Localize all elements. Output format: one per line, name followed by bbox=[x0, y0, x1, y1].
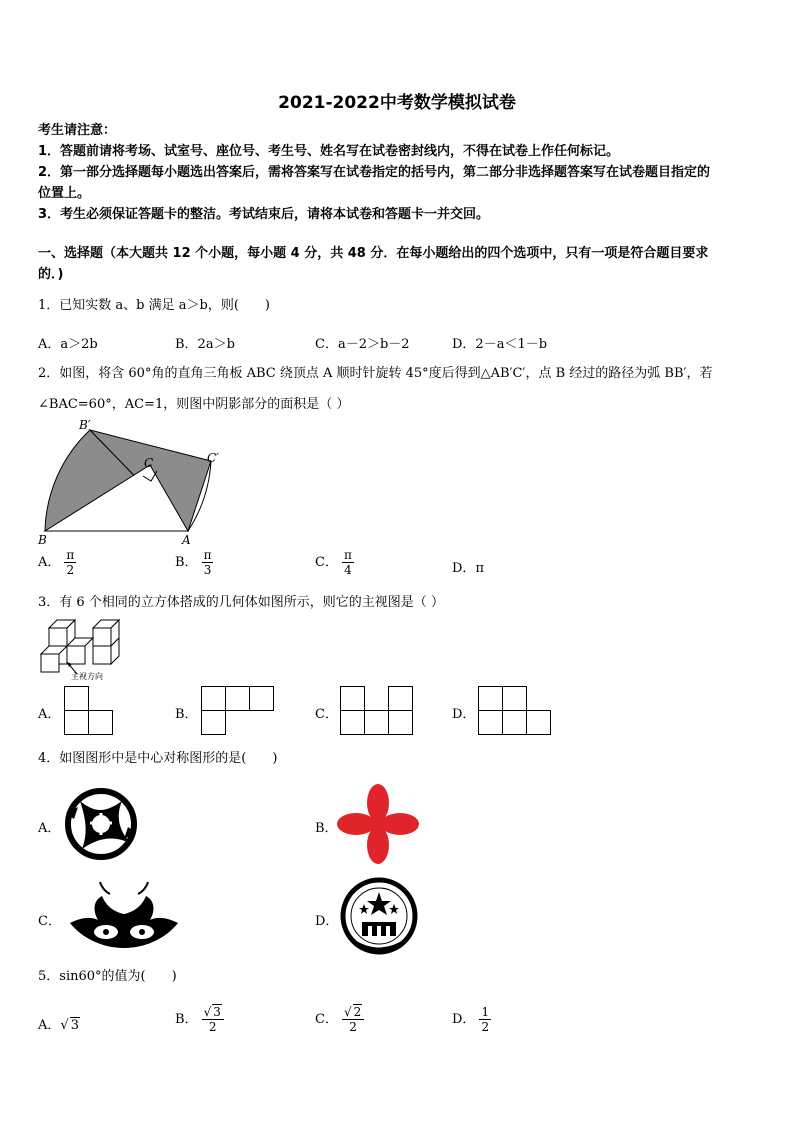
option-label: A． bbox=[38, 1018, 61, 1033]
q2-stem-line1: 2．如图，将含 60°角的直角三角板 ABC 绕顶点 A 顺时针旋转 45°度后得到△AB′C′，点 B 经过的路径为弧 BB′，若 bbox=[38, 366, 713, 381]
option-label: C． bbox=[315, 555, 338, 570]
q5-stem: 5．sin60°的值为( ) bbox=[38, 969, 177, 984]
star-icon bbox=[389, 904, 399, 914]
q3-option-c-label[interactable]: C． bbox=[315, 707, 338, 722]
q4-option-a-figure[interactable] bbox=[60, 783, 142, 865]
notice-heading: 考生请注意： bbox=[38, 123, 117, 138]
sqrt-icon: √ 2 bbox=[343, 1005, 362, 1019]
q3-direction-label: 主视方向 bbox=[71, 672, 103, 681]
q2-stem-line2: ∠BAC=60°，AC=1，则图中阴影部分的面积是（ ） bbox=[38, 397, 350, 412]
q2-option-d[interactable] bbox=[452, 557, 484, 576]
cube-face bbox=[67, 646, 85, 664]
q3-option-d-label[interactable]: D． bbox=[452, 707, 476, 722]
q4-option-b-figure[interactable] bbox=[336, 783, 420, 865]
q1-option-d[interactable]: D．2－a＜1－b bbox=[452, 337, 548, 352]
q4-option-b-label[interactable]: B． bbox=[315, 821, 338, 836]
section-line: 的．) bbox=[38, 267, 64, 282]
radicand: 2 bbox=[353, 1005, 362, 1019]
q5-option-c[interactable] bbox=[315, 1005, 364, 1034]
q4-option-c-figure[interactable] bbox=[62, 878, 187, 956]
fraction-denominator: 3 bbox=[203, 563, 212, 577]
option-label: C． bbox=[315, 1012, 338, 1027]
q4-option-a-label[interactable]: A． bbox=[38, 821, 61, 836]
option-label: A． bbox=[38, 555, 61, 570]
cube-face bbox=[93, 646, 111, 664]
cube-face bbox=[49, 628, 67, 646]
fraction-denominator: 2 bbox=[481, 1020, 490, 1034]
q2-label-c: C bbox=[144, 456, 154, 470]
q2-option-c[interactable] bbox=[315, 548, 354, 577]
q1-stem: 1．已知实数 a、b 满足 a＞b，则( ) bbox=[38, 298, 270, 313]
q5-option-b[interactable] bbox=[175, 1005, 224, 1034]
fraction-numerator: π bbox=[343, 548, 352, 562]
q2-label-b-prime: B′ bbox=[79, 418, 91, 432]
q3-solid-figure bbox=[37, 616, 122, 682]
section-header bbox=[38, 243, 758, 285]
q4-option-c-label[interactable]: C． bbox=[38, 914, 61, 929]
option-label: B． bbox=[175, 555, 198, 570]
section-line: 一、选择题（本大题共 12 个小题，每小题 4 分，共 48 分．在每小题给出的四个选项中，只有一项是符合题目要求 bbox=[38, 246, 709, 261]
q3-stem: 3．有 6 个相同的立方体搭成的几何体如图所示，则它的主视图是（ ） bbox=[38, 595, 444, 610]
radicand: 3 bbox=[70, 1018, 79, 1033]
q2-label-a: A bbox=[182, 533, 191, 546]
q5-option-d[interactable] bbox=[452, 1005, 491, 1034]
q1-option-c[interactable]: C．a－2＞b－2 bbox=[315, 337, 410, 352]
notice-line: 3．考生必须保证答题卡的整洁。考试结束后，请将本试卷和答题卡一并交回。 bbox=[38, 207, 490, 222]
fraction-denominator: 4 bbox=[344, 563, 352, 577]
notice-line: 位置上。 bbox=[38, 186, 91, 201]
fraction-numerator: π bbox=[203, 548, 212, 562]
notice-line: 2．第一部分选择题每小题选出答案后，需将答案写在试卷指定的括号内，第二部分非选择题答案写在试卷题目指定的 bbox=[38, 165, 711, 180]
sqrt-icon: √ 3 bbox=[203, 1005, 221, 1019]
q2-figure bbox=[35, 416, 230, 546]
fraction-denominator: 2 bbox=[66, 563, 75, 577]
q5-option-a[interactable] bbox=[38, 1014, 80, 1033]
fraction-numerator: 1 bbox=[481, 1005, 490, 1019]
q3-option-d-figure[interactable] bbox=[478, 686, 553, 736]
option-label: B． bbox=[175, 1012, 198, 1027]
star-icon bbox=[359, 904, 369, 914]
q3-option-b-label[interactable]: B． bbox=[175, 707, 198, 722]
q3-option-c-figure[interactable] bbox=[340, 686, 415, 736]
fraction-numerator: π bbox=[66, 548, 75, 562]
q2-label-b: B bbox=[38, 533, 47, 546]
star-icon bbox=[367, 892, 391, 915]
option-label: D． bbox=[452, 561, 476, 576]
option-label: D． bbox=[452, 1012, 476, 1027]
q3-option-b-figure[interactable] bbox=[201, 686, 276, 736]
option-value: π bbox=[475, 561, 484, 576]
fraction-denominator: 2 bbox=[349, 1020, 357, 1034]
q2-option-a[interactable] bbox=[38, 548, 76, 577]
q1-option-a[interactable]: A．a＞2b bbox=[38, 337, 98, 352]
q4-stem: 4．如图图形中是中心对称图形的是( ) bbox=[38, 751, 278, 766]
notice-line: 1．答题前请将考场、试室号、座位号、考生号、姓名写在试卷密封线内，不得在试卷上作任何标记。 bbox=[38, 144, 620, 159]
q1-option-b[interactable]: B．2a＞b bbox=[175, 337, 235, 352]
q2-option-b[interactable] bbox=[175, 548, 213, 577]
radicand: 3 bbox=[213, 1005, 221, 1019]
fraction-denominator: 2 bbox=[208, 1020, 217, 1034]
notice-block bbox=[38, 120, 758, 225]
cube-face bbox=[41, 654, 59, 672]
q3-option-a-figure[interactable] bbox=[64, 686, 114, 736]
q2-label-c-prime: C′ bbox=[207, 451, 219, 465]
q4-option-d-figure[interactable] bbox=[338, 874, 420, 960]
q3-option-a-label[interactable]: A． bbox=[38, 707, 61, 722]
cube-face bbox=[93, 628, 111, 646]
q4-option-d-label[interactable]: D． bbox=[315, 914, 339, 929]
sqrt-icon: √ 3 bbox=[60, 1018, 79, 1033]
page-title: 2021-2022中考数学模拟试卷 bbox=[278, 93, 516, 113]
